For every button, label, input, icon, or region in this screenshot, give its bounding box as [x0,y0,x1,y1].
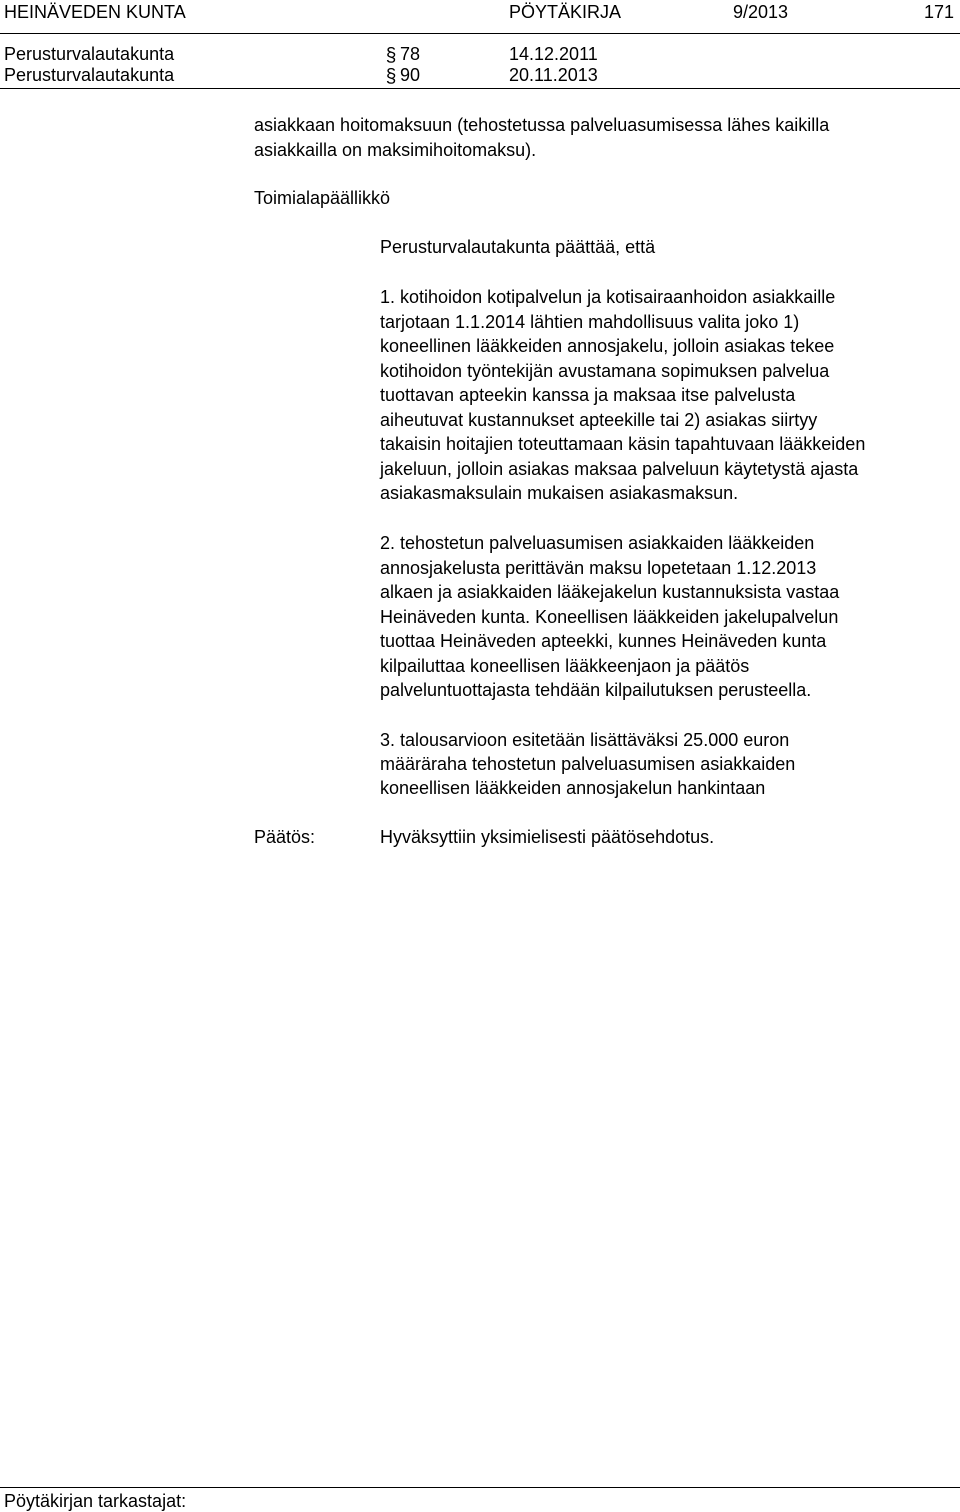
reference-body: Perusturvalautakunta [4,44,175,64]
section-mark-icon [383,43,399,65]
text-line: Heinäveden kunta. Koneellisen lääkkeiden jakelupalvelun [380,606,839,627]
municipality-name: HEINÄVEDEN KUNTA [4,2,186,22]
text-line: asiakasmaksulain mukaisen asiakasmaksun. [380,483,739,503]
text-line: palveluntuottajasta tehdään kilpailutuksen perusteella. [380,680,812,700]
text-line: koneellinen lääkkeiden annosjakelu, jolloin asiakas tekee [380,336,835,356]
intro-paragraph [254,113,829,162]
text-line: 3. talousarvioon esitetään lisättäväksi 25.000 euron [380,730,790,750]
references-rule [0,88,960,89]
reference-section: 78 [400,44,421,64]
text-line: annosjakelusta perittävän maksu lopetetaan 1.12.2013 [380,557,817,578]
page-number: 171 [924,2,955,22]
decision-label: Päätös: [254,827,316,847]
text-line: 2. tehostetun palveluasumisen asiakkaiden lääkkeiden [380,533,815,553]
text-line: jakeluun, jolloin asiakas maksaa palveluun käytetystä ajasta [380,458,859,479]
text-line: takaisin hoitajien toteuttamaan käsin tapahtuvaan lääkkeiden [380,434,866,454]
text-line: asiakkaan hoitomaksuun (tehostetussa palveluasumisessa lähes kaikilla [254,115,830,135]
text-line: asiakkailla on maksimihoitomaksu). [254,139,537,160]
text-line: tuottaa Heinäveden apteekki, kunnes Heinäveden kunta [380,631,827,651]
text-line: tarjotaan 1.1.2014 lähtien mahdollisuus valita joko 1) [380,311,800,332]
text-line: määräraha tehostetun palveluasumisen asiakkaiden [380,754,796,774]
svg-text:§: § [385,66,397,86]
decision-lead: Perusturvalautakunta päättää, että [380,237,656,257]
text-line: aiheutuvat kustannukset apteekille tai 2) asiakas siirtyy [380,409,818,430]
footer-rule [0,1487,960,1488]
decision-item-3 [380,728,795,800]
decision-text: Hyväksyttiin yksimielisesti päätösehdotus. [380,827,715,847]
text-line: tuottavan apteekin kanssa ja maksaa itse palvelusta [380,385,796,405]
svg-text:§: § [385,45,397,65]
decision-item-2 [380,531,839,703]
issue-number: 9/2013 [733,2,789,22]
text-line: kilpailuttaa koneellisen lääkkeenjaon ja päätös [380,655,750,676]
reference-date: 14.12.2011 [509,44,598,64]
text-line: 1. kotihoidon kotipalvelun ja kotisairaanhoidon asiakkaille [380,287,836,307]
reference-date: 20.11.2013 [509,65,598,85]
text-line: kotihoidon työntekijän avustamana sopimuksen palvelua [380,360,830,381]
text-line: alkaen ja asiakkaiden lääkejakelun kustannuksista vastaa [380,582,840,602]
proposer-label: Toimialapäällikkö [254,188,391,208]
footer-label: Pöytäkirjan tarkastajat: [4,1491,187,1511]
text-line: koneellisen lääkkeiden annosjakelun hankintaan [380,778,766,798]
reference-body: Perusturvalautakunta [4,65,175,85]
document-type: PÖYTÄKIRJA [509,2,622,22]
reference-section: 90 [400,65,421,85]
decision-item-1 [380,285,865,506]
header-rule [0,33,960,34]
section-mark-icon [383,64,399,86]
